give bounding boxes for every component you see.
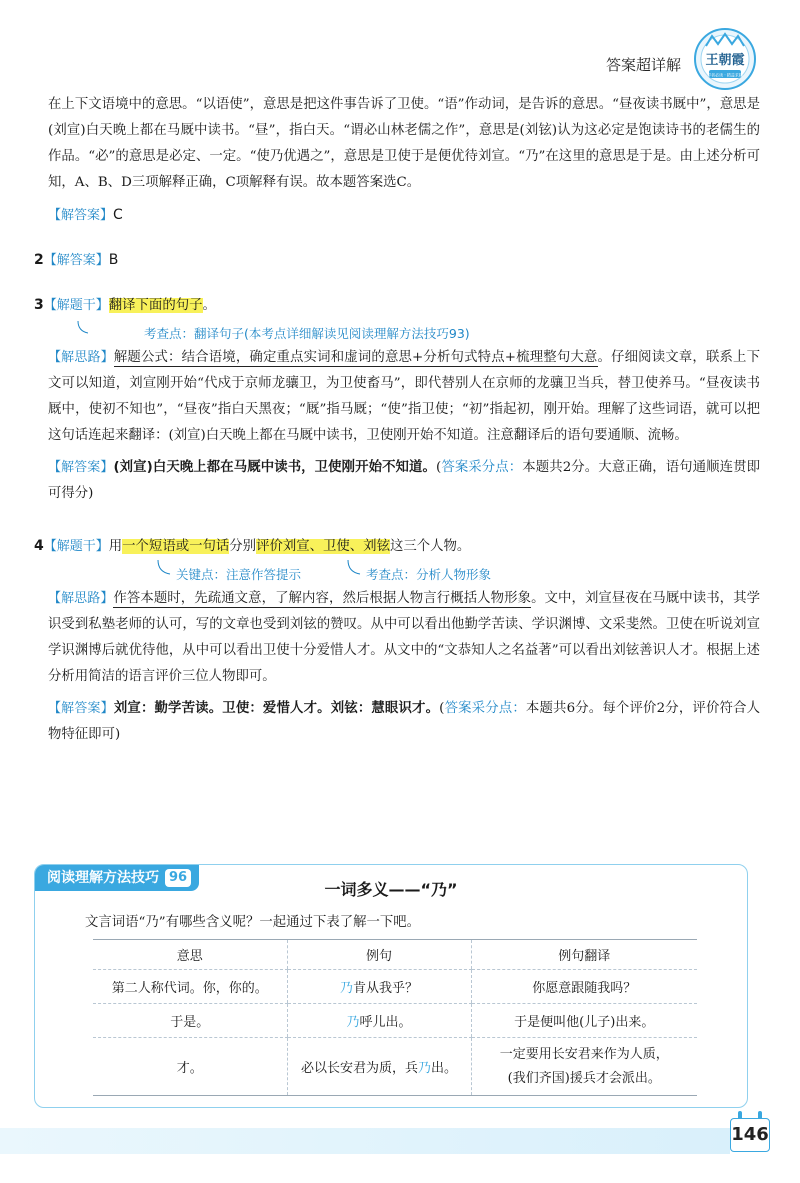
thinking-tag: 【解思路】 bbox=[48, 350, 114, 365]
thinking-text: 。文中，刘宣昼夜在马厩中读书，其学识受到私塾老师的认可，写的文章也受到刘铉的赞叹。从中可以看出他勤学苦读、学识渊博、文采斐然。卫使在听说刘宣学识渊博后就优待他，从中可以看出卫使十分爱惜人才。从文中的“文恭知人之名益著”可以看出刘铉善识人才。根据上述分析用简洁的语言评价三位人物即可。 bbox=[48, 591, 761, 684]
keyword-nai: 乃 bbox=[417, 1061, 431, 1076]
q2-answer bbox=[34, 247, 760, 274]
page-number: 146 bbox=[730, 1118, 770, 1152]
example-text: 必以长安君为质，兵 bbox=[300, 1061, 418, 1076]
translation-cell: 一定要用长安君来作为人质，(我们齐国)援兵才会派出。 bbox=[471, 1038, 697, 1096]
translation-cell: 于是便叫他(儿子)出来。 bbox=[471, 1004, 697, 1038]
stem-text: 这三个人物。 bbox=[389, 539, 471, 554]
header-title: 答案超详解 bbox=[606, 56, 682, 74]
q4-answer bbox=[48, 696, 760, 748]
method-table bbox=[93, 939, 697, 1096]
logo-text: 王朝霞 bbox=[705, 53, 745, 68]
score-text: 本题共6分。每个评价2分，评价符合人物特征即可) bbox=[48, 701, 760, 742]
q1-explanation: 在上下文语境中的意思。“以语使”，意思是把这件事告诉了卫使。“语”作动词，是告诉的意思。“昼夜读书厩中”，意思是(刘宣)白天晚上都在马厩中读书。“昼”，指白天。“谓必山林老儒之作”，意思是(刘铉)认为这必定是饱读诗书的老儒生的作品。“必”的意思是必定、一定。“使乃优遇之”，意思是卫使于是便优待刘宣。“乃”在这里的意思是于是。由上述分析可知，A、B、D三项解释正确，C项解释有误。故本题答案选C。 bbox=[48, 97, 760, 190]
score-tag: 答案采分点： bbox=[441, 460, 523, 475]
table-row bbox=[93, 970, 697, 1004]
example-text: 呼儿出。 bbox=[359, 1015, 412, 1030]
table-row bbox=[93, 1038, 697, 1096]
meaning-cell: 第二人称代词。你，你的。 bbox=[93, 970, 287, 1004]
q3-thinking bbox=[48, 345, 760, 449]
table-header-row bbox=[93, 940, 697, 970]
q3-answer bbox=[48, 455, 760, 507]
column-header: 例句翻译 bbox=[471, 940, 697, 970]
answer-tag: 【解答案】 bbox=[48, 701, 114, 716]
q4-annotation-row bbox=[48, 560, 760, 586]
question-number: 3 bbox=[34, 297, 44, 313]
stem-end: 。 bbox=[202, 298, 216, 313]
score-tag: 答案采分点： bbox=[444, 701, 526, 716]
meaning-cell: 才。 bbox=[93, 1038, 287, 1096]
score-text: 本题共2分。大意正确，语句通顺连贯即可得分) bbox=[48, 460, 760, 501]
score-open: ( bbox=[436, 460, 442, 475]
stem-tag: 【解题干】 bbox=[43, 298, 109, 313]
keyword-nai: 乃 bbox=[346, 1015, 360, 1030]
q1-answer bbox=[48, 202, 760, 229]
q4-stem bbox=[34, 533, 760, 560]
footer-band bbox=[0, 1128, 730, 1154]
answer-tag: 【解答案】 bbox=[43, 253, 109, 268]
method-title: 一词多义——“乃” bbox=[324, 880, 458, 899]
logo-subtext: 学者必读 · 精益求精 bbox=[707, 72, 743, 78]
annotation-arrow-icon bbox=[48, 319, 88, 341]
example-text: 肯从我乎？ bbox=[353, 981, 419, 996]
stem-highlight: 评价刘宣、卫使、刘铉 bbox=[256, 539, 390, 554]
score-open: ( bbox=[439, 701, 445, 716]
example-text: 出。 bbox=[431, 1061, 458, 1076]
thinking-underlined: 作答本题时，先疏通文意，了解内容，然后根据人物言行概括人物形象 bbox=[113, 591, 532, 606]
answer-value: (刘宣)白天晚上都在马厩中读书，卫使刚开始不知道。 bbox=[113, 460, 437, 475]
answer-value: B bbox=[108, 252, 119, 268]
answer-tag: 【解答案】 bbox=[48, 208, 114, 223]
thinking-tag: 【解思路】 bbox=[48, 591, 114, 606]
q4-thinking bbox=[48, 586, 760, 690]
meaning-cell: 于是。 bbox=[93, 1004, 287, 1038]
q3-annotation-row bbox=[48, 319, 760, 345]
annotation-text: 关键点：注意作答提示 bbox=[176, 567, 302, 582]
stem-highlight: 一个短语或一句话 bbox=[122, 539, 230, 554]
method-label-text: 阅读理解方法技巧 bbox=[47, 870, 159, 886]
brand-logo bbox=[692, 26, 758, 92]
stem-text: 用 bbox=[108, 539, 123, 554]
q3-stem bbox=[34, 292, 760, 319]
column-header: 例句 bbox=[287, 940, 471, 970]
annotation-text: 考查点：分析人物形象 bbox=[366, 567, 492, 582]
example-cell bbox=[287, 970, 471, 1004]
stem-tag: 【解题干】 bbox=[43, 539, 109, 554]
question-number: 2 bbox=[34, 252, 44, 268]
answer-content bbox=[34, 92, 761, 748]
method-tips-box bbox=[34, 864, 748, 1108]
example-cell bbox=[287, 1038, 471, 1096]
translation-cell: 你愿意跟随我吗？ bbox=[471, 970, 697, 1004]
table-row bbox=[93, 1004, 697, 1038]
example-cell bbox=[287, 1004, 471, 1038]
question-number: 4 bbox=[34, 538, 44, 554]
keyword-nai: 乃 bbox=[339, 981, 353, 996]
thinking-formula: 解题公式：结合语境，确定重点实词和虚词的意思+分析句式特点+梳理整句大意 bbox=[113, 350, 598, 365]
stem-text: 分别 bbox=[229, 539, 257, 554]
method-intro: 文言词语“乃”有哪些含义呢？一起通过下表了解一下吧。 bbox=[85, 915, 421, 930]
thinking-text: 。仔细阅读文章，联系上下文可以知道，刘宣刚开始“代戍于京师龙骧卫，为卫使畜马”，即代替别人在京师的龙骧卫当兵，替卫使养马。“昼夜读书厩中，使初不知也”，“昼夜”指白天黑夜；“厩”指马厩；“使”指卫使；“初”指起初，刚开始。理解了这些词语，就可以把这句话连起来翻译：(刘宣)白天晚上都在马厩中读书，卫使刚开始不知道。注意翻译后的语句要通顺、流畅。 bbox=[48, 350, 761, 443]
stem-highlight: 翻译下面的句子 bbox=[108, 298, 203, 313]
answer-tag: 【解答案】 bbox=[48, 460, 114, 475]
column-header: 意思 bbox=[93, 940, 287, 970]
answer-value: 刘宣：勤学苦读。卫使：爱惜人才。刘铉：慧眼识才。 bbox=[113, 701, 440, 716]
annotation-text: 考查点：翻译句子(本考点详细解读见阅读理解方法技巧93) bbox=[144, 326, 470, 341]
method-number: 96 bbox=[165, 869, 191, 887]
answer-value: C bbox=[113, 207, 123, 223]
